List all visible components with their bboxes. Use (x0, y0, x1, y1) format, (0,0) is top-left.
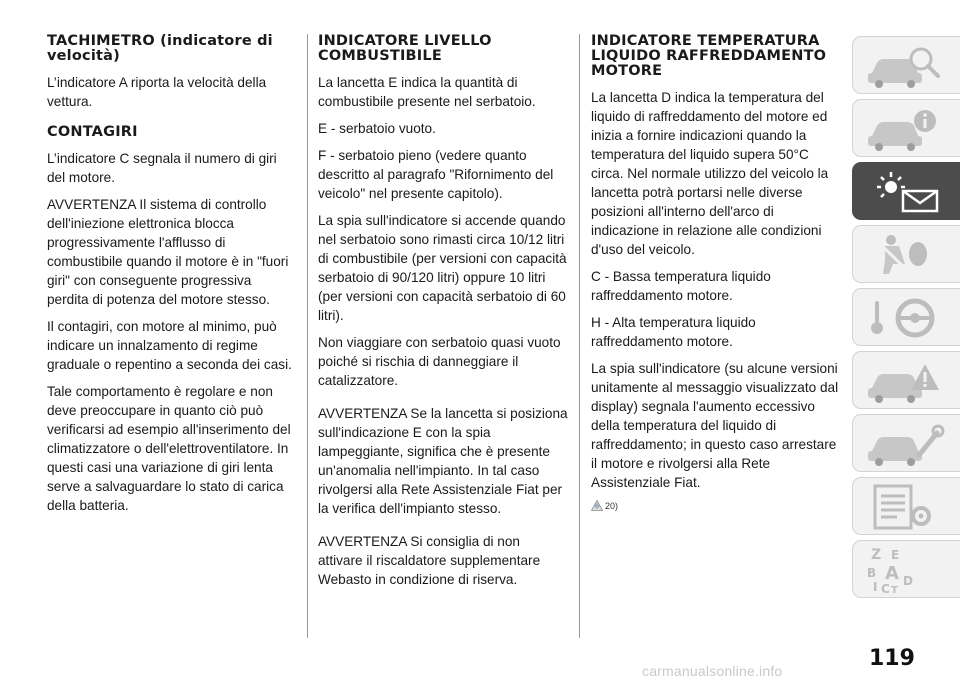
tab-seats-airbag[interactable] (852, 225, 960, 283)
index-letter-c: C (881, 582, 890, 595)
paragraph-coolant-high: H - Alta temperatura liquido raffreddamento motore. (591, 315, 756, 349)
seat-airbag-icon (863, 230, 953, 280)
tab-knowing-vehicle[interactable] (852, 36, 960, 94)
column-fuel-gauge (318, 34, 568, 597)
paragraph-fuel-warning-anomaly: AVVERTENZA Se la lancetta si posiziona sull'indicazione E con la spia lampeggiante, significa che è presente un'anomalia nell'impianto. In tal caso rivolgersi alla Rete Assistenziale Fiat per la verifica dell'impianto stesso. (318, 406, 568, 516)
tab-maintenance[interactable] (852, 414, 960, 472)
note-reference[interactable] (591, 500, 839, 511)
index-letter-t: T (891, 585, 898, 595)
paragraph-tachometer-4: Tale comportamento è regolare e non deve preoccupare in quanto ciò può verificarsi ad esempio all'inserimento del climatizzatore o dell'elettroventilatore. In questi casi una variazione di giri lenta serve a salvaguardare lo stato di carica della batteria. (47, 384, 291, 513)
paragraph-fuel-1: La lancetta E indica la quantità di combustibile presente nel serbatoio. (318, 75, 536, 109)
index-letter-z: Z (871, 547, 882, 563)
tab-technical-data[interactable] (852, 477, 960, 535)
paragraph-fuel-warning-webasto: AVVERTENZA Si consiglia di non attivare il riscaldatore supplementare Webasto in condizione di riserva. (318, 534, 541, 587)
paragraph-tachometer-warning: AVVERTENZA Il sistema di controllo dell'iniezione elettronica blocca progressivamente l'afflusso di combustibile quando il motore è in "fuori giri" con conseguente progressiva perdita di potenza del motore stesso. (47, 197, 289, 307)
tab-emergency[interactable] (852, 351, 960, 409)
paragraph-fuel-empty: E - serbatoio vuoto. (318, 121, 436, 136)
tab-index[interactable] (852, 540, 960, 598)
note-number: 20) (605, 501, 619, 511)
index-letter-a: A (885, 563, 899, 584)
paragraph-coolant-low: C - Bassa temperatura liquido raffreddamento motore. (591, 269, 771, 303)
warning-lights-message-icon (863, 167, 953, 217)
column-speedometer-tachometer (47, 34, 295, 523)
paragraph-speedometer: L’indicatore A riporta la velocità della vettura. (47, 75, 267, 109)
page-number: 119 (869, 646, 915, 671)
technical-data-icon (863, 482, 953, 532)
tab-warning-lights[interactable] (852, 162, 960, 220)
index-letter-i: I (873, 580, 878, 594)
paragraph-tachometer-1: L’indicatore C segnala il numero di giri del motore. (47, 151, 277, 185)
column-divider (307, 34, 308, 638)
alphabetical-index-icon (863, 545, 953, 595)
paragraph-tachometer-3: Il contagiri, con motore al minimo, può indicare un innalzamento di regime graduale o repentino a seconda dei casi. (47, 319, 292, 372)
heading-tachometer: CONTAGIRI (47, 124, 138, 140)
car-emergency-icon (863, 356, 953, 406)
key-steering-wheel-icon (863, 293, 953, 343)
watermark: carmanualsonline.info (642, 663, 783, 679)
column-divider (579, 34, 580, 638)
tab-safety-info[interactable] (852, 99, 960, 157)
index-letter-e: E (891, 548, 900, 562)
tab-starting-driving[interactable] (852, 288, 960, 346)
note-triangle-icon (591, 500, 603, 511)
heading-coolant-temperature: INDICATORE TEMPERATURA LIQUIDO RAFFREDDAMENTO MOTORE (591, 33, 827, 79)
paragraph-fuel-catalyst: Non viaggiare con serbatoio quasi vuoto poiché si rischia di danneggiare il catalizzatore. (318, 335, 561, 388)
chapter-sidebar (852, 36, 960, 603)
car-maintenance-icon (863, 419, 953, 469)
paragraph-fuel-full: F - serbatoio pieno (vedere quanto descritto al paragrafo "Rifornimento del veicolo" nel presente capitolo). (318, 148, 554, 201)
index-letter-d: D (903, 574, 913, 588)
paragraph-coolant-warning-light: La spia sull'indicatore (su alcune versioni unitamente al messaggio visualizzato dal display) segnala l'aumento eccessivo della temperatura del liquido di raffreddamento; in questo caso arrestare il motore e rivolgersi alla Rete Assistenziale Fiat. (591, 361, 839, 490)
heading-fuel-gauge: INDICATORE LIVELLO COMBUSTIBILE (318, 33, 492, 64)
column-coolant-temperature (591, 34, 839, 511)
paragraph-coolant-1: La lancetta D indica la temperatura del liquido di raffreddamento del motore ed inizia a fornire indicazioni quando la temperatura del liquido supera 50°C circa. Nel normale utilizzo del veicolo la lancetta potrà portarsi nelle diverse posizioni all'interno dell'arco di indicazione in relazione alle condizioni d'uso del veicolo. (591, 90, 829, 257)
index-letter-b: B (867, 566, 877, 580)
heading-speedometer: TACHIMETRO (indicatore di velocità) (47, 33, 273, 64)
car-info-icon (863, 104, 953, 154)
car-search-icon (863, 41, 953, 91)
paragraph-fuel-warning-light: La spia sull'indicatore si accende quando nel serbatoio sono rimasti circa 10/12 litri di combustibile (per versioni con capacità serbatoio di 90/120 litri) oppure 10 litri (per versioni con capacità serbatoio di 60 litri). (318, 213, 567, 323)
